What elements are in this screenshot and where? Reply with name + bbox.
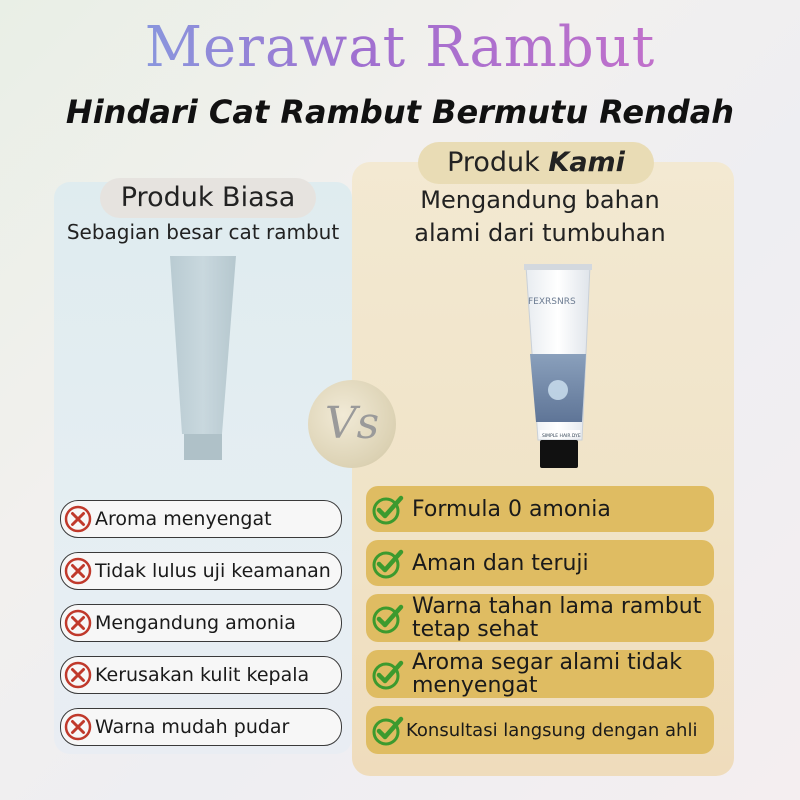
vs-badge: Vs: [308, 380, 396, 468]
page-title: Merawat Rambut: [0, 8, 800, 88]
regular-product-description: Sebagian besar cat rambut: [66, 220, 340, 244]
issue-item: [60, 500, 342, 538]
our-product-description-line1: Mengandung bahan: [420, 186, 660, 214]
check-circle-icon: [370, 712, 406, 748]
cross-circle-icon: [63, 712, 93, 742]
benefit-text: Aman dan teruji: [412, 550, 589, 576]
benefit-item: [366, 650, 714, 698]
issue-text: Warna mudah pudar: [95, 716, 290, 738]
issue-text: Mengandung amonia: [95, 612, 296, 634]
issue-text: Aroma menyengat: [95, 508, 272, 530]
cross-circle-icon: [63, 556, 93, 586]
regular-product-title: Produk Biasa: [100, 178, 316, 218]
generic-tube-image: [166, 256, 238, 462]
check-circle-icon: [370, 656, 406, 692]
our-product-title-prefix: Produk: [447, 147, 540, 178]
benefit-item: [366, 594, 714, 642]
benefit-text: Aroma segar alami tidak menyengat: [412, 650, 682, 698]
our-product-title-emphasis: Kami: [548, 147, 625, 178]
our-product-description: [370, 184, 710, 250]
our-product-title: [418, 142, 654, 184]
benefit-item: [366, 706, 714, 754]
benefit-text: Formula 0 amonia: [412, 496, 611, 522]
regular-product-issues-list: [60, 500, 342, 760]
cross-circle-icon: [63, 660, 93, 690]
issue-item: [60, 708, 342, 746]
cross-circle-icon: [63, 504, 93, 534]
product-tube-image: [518, 262, 600, 470]
benefit-text: Warna tahan lama rambut tetap sehat: [412, 594, 702, 642]
benefit-item: [366, 540, 714, 586]
our-product-benefits-list: [366, 486, 714, 762]
issue-item: [60, 656, 342, 694]
issue-text: Kerusakan kulit kepala: [95, 664, 310, 686]
product-name-label: SIMPLE HAIR DYE: [542, 434, 581, 439]
issue-item: [60, 552, 342, 590]
product-brand-label: FEXRSNRS: [528, 297, 576, 307]
issue-item: [60, 604, 342, 642]
our-product-description-line2: alami dari tumbuhan: [414, 219, 666, 247]
cross-circle-icon: [63, 608, 93, 638]
issue-text: Tidak lulus uji keamanan: [95, 560, 331, 582]
check-circle-icon: [370, 491, 406, 527]
check-circle-icon: [370, 545, 406, 581]
benefit-text: Konsultasi langsung dengan ahli: [406, 719, 698, 741]
check-circle-icon: [370, 600, 406, 636]
benefit-item: [366, 486, 714, 532]
page-subtitle: Hindari Cat Rambut Bermutu Rendah: [65, 93, 735, 131]
